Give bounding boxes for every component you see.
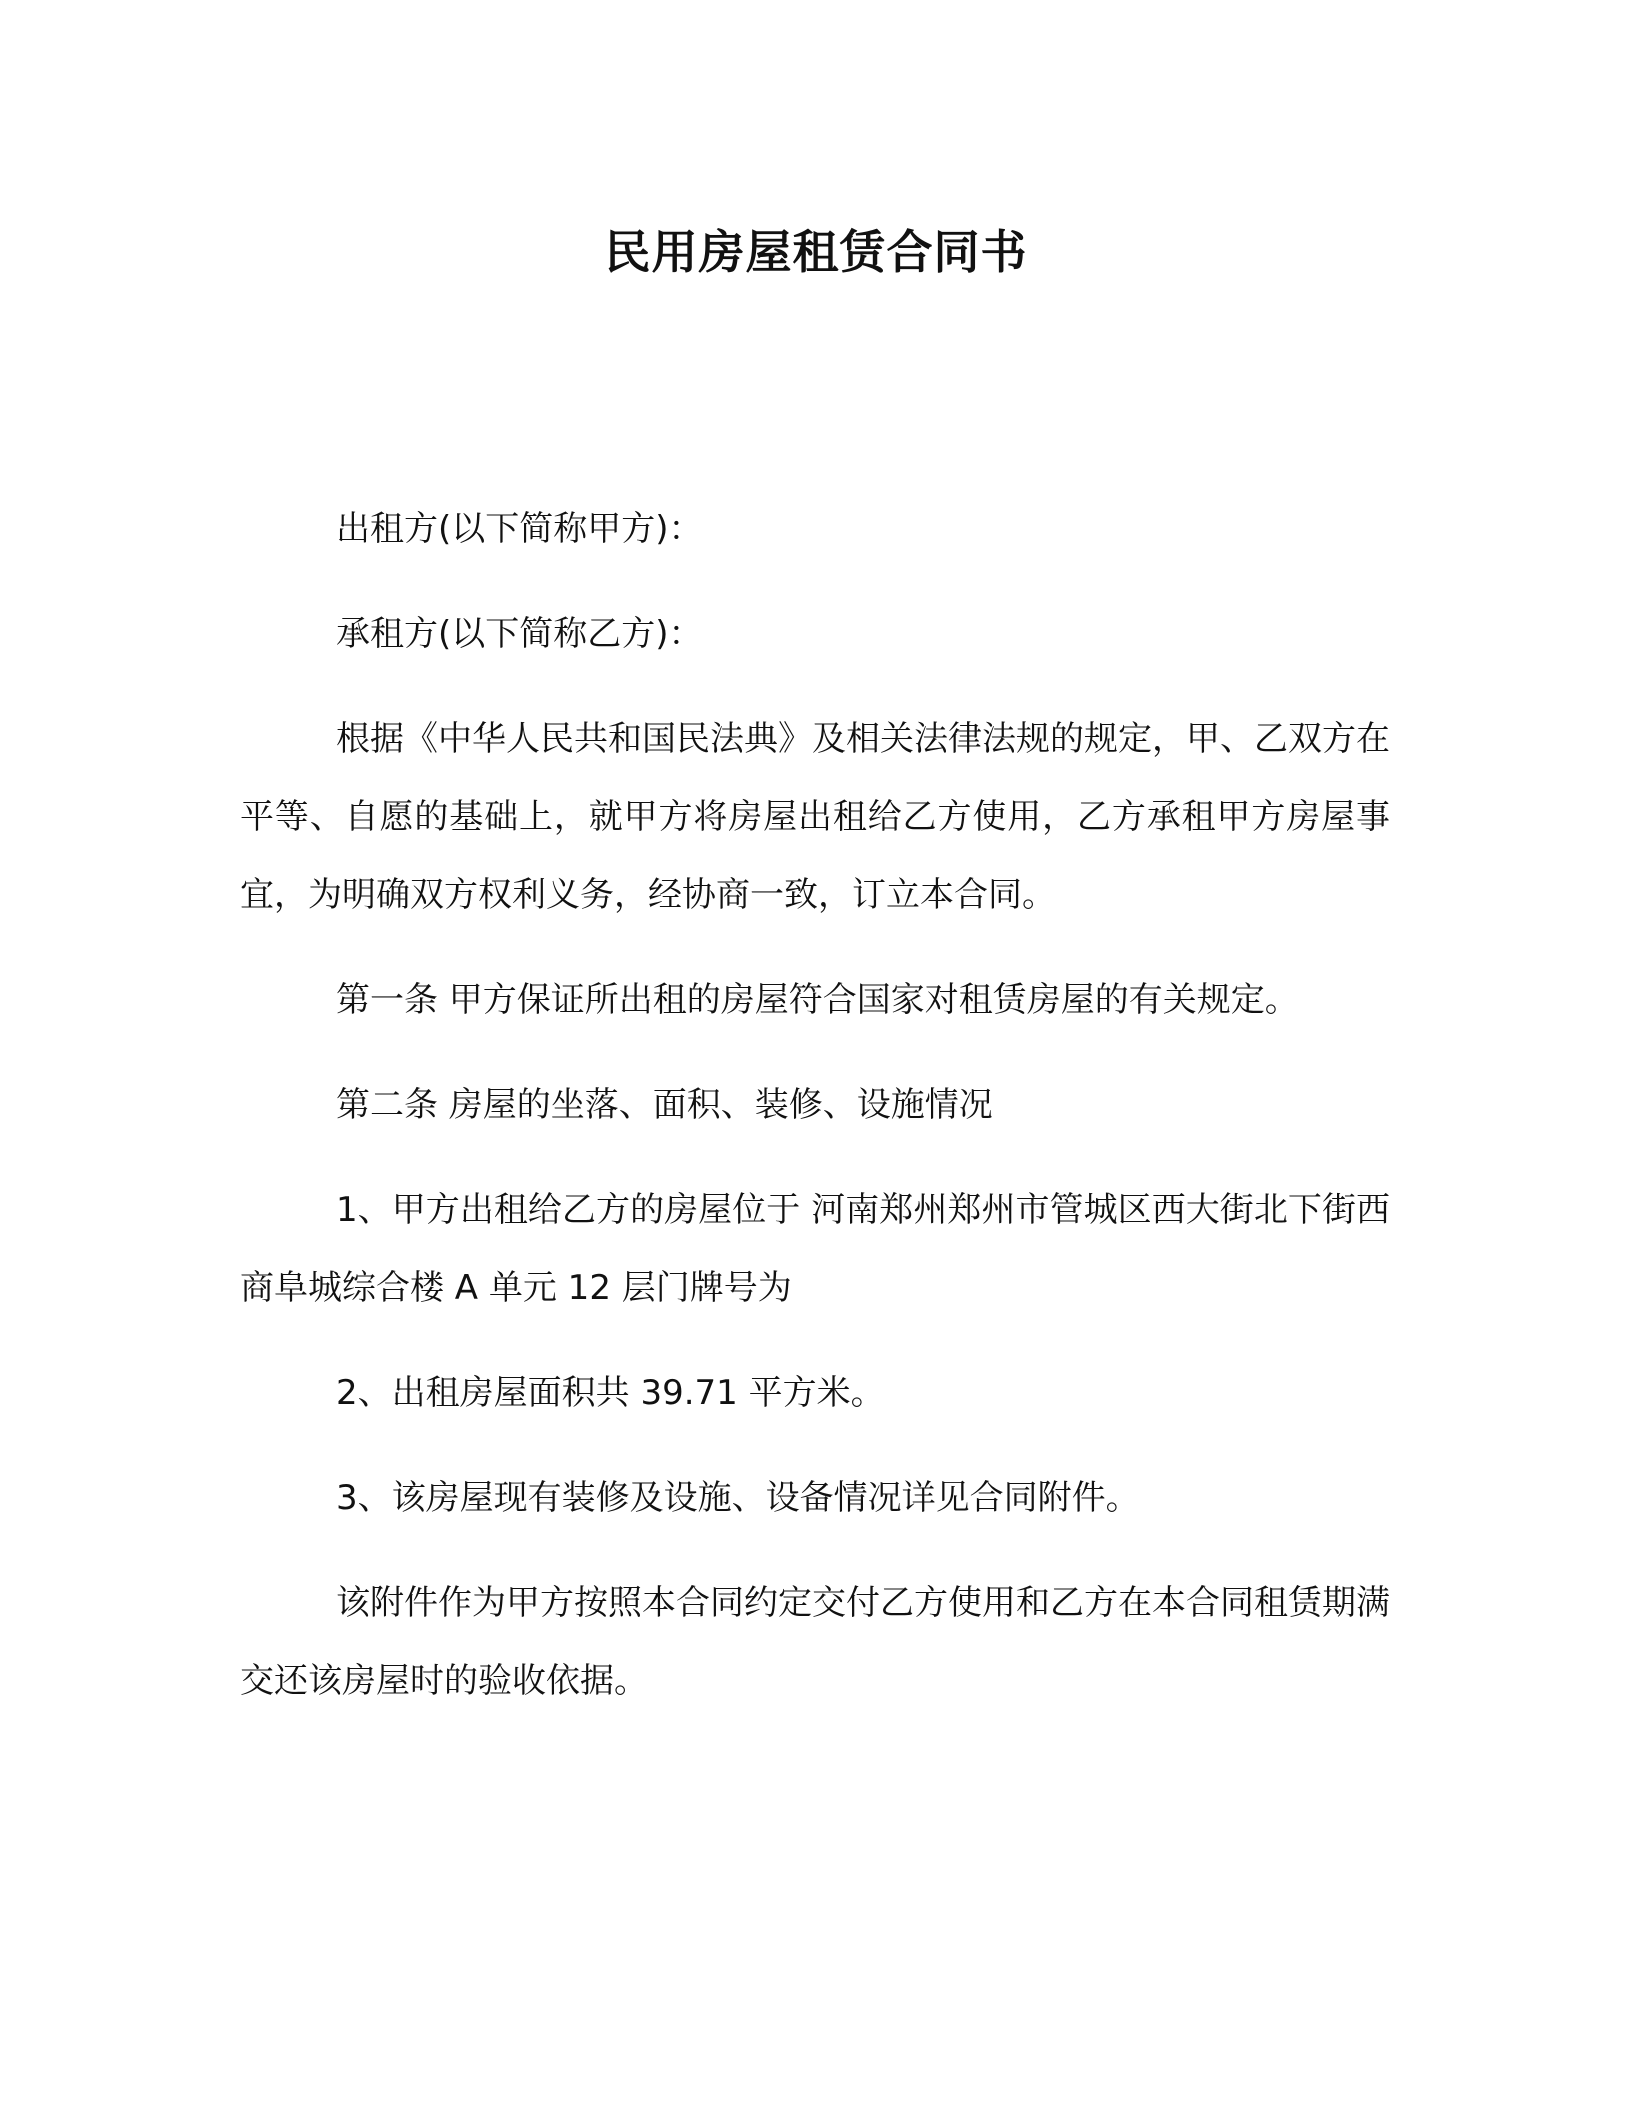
article-2-heading: 第二条 房屋的坐落、面积、装修、设施情况 [336, 1085, 993, 1125]
article-2-item-2: 2、出租房屋面积共 39.71 平方米。 [336, 1373, 885, 1413]
lessee-line: 承租方(以下简称乙方)： [336, 614, 703, 654]
document-title: 民用房屋租赁合同书 [604, 225, 1028, 279]
article-1: 第一条 甲方保证所出租的房屋符合国家对租赁房屋的有关规定。 [336, 980, 1299, 1020]
article-2-item-3: 3、该房屋现有装修及设施、设备情况详见合同附件。 [336, 1478, 1140, 1518]
attachment-paragraph: 该附件作为甲方按照本合同约定交付乙方使用和乙方在本合同租赁期满交还该房屋时的验收依据。 [240, 1583, 1390, 1701]
preamble-paragraph: 根据《中华人民共和国民法典》及相关法律法规的规定，甲、乙双方在平等、自愿的基础上，就甲方将房屋出租给乙方使用，乙方承租甲方房屋事宜，为明确双方权利义务，经协商一致，订立本合同。 [240, 719, 1390, 915]
document-body [240, 490, 1390, 1720]
article-2-item-1: 1、甲方出租给乙方的房屋位于 河南郑州郑州市管城区西大街北下街西商阜城综合楼 A 单元 12 层门牌号为 [240, 1190, 1390, 1308]
lessor-line: 出租方(以下简称甲方)： [336, 509, 703, 549]
